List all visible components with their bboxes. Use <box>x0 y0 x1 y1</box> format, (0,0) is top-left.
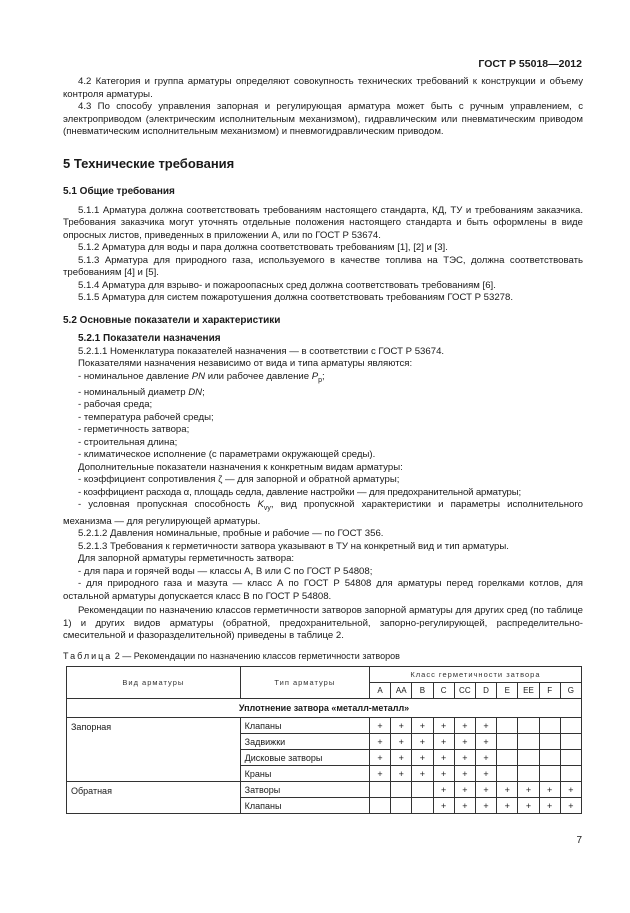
type-cell: Клапаны <box>240 798 369 814</box>
table-row <box>67 718 582 734</box>
pressure-text-mid: или рабочее давление <box>205 370 312 382</box>
mark-cell <box>369 798 390 814</box>
mark-cell: + <box>518 798 539 814</box>
list-item: - герметичность затвора; <box>78 424 190 436</box>
paragraph-5-2-1-1: 5.2.1.1 Номенклатура показателей назначения — в соответствии с ГОСТ Р 53674. <box>78 345 445 357</box>
mark-cell: + <box>497 782 518 798</box>
list-item: - для природного газа и мазута — класс А по ГОСТ Р 54808 для арматуры перед горелками котлов, для остальной арматуры допускается класс В по ГОСТ Р 54808. <box>63 578 583 602</box>
page-number: 7 <box>576 835 582 846</box>
type-cell: Затворы <box>240 782 369 798</box>
type-cell: Клапаны <box>240 718 369 734</box>
mark-cell <box>560 750 581 766</box>
list-item: - для пара и горячей воды — классы А, В или С по ГОСТ Р 54808; <box>78 565 373 577</box>
mark-cell <box>391 798 412 814</box>
table-caption-text: 2 — Рекомендации по назначению классов герметичности затворов <box>112 650 400 661</box>
mark-cell <box>560 718 581 734</box>
mark-cell: + <box>412 766 433 782</box>
mark-cell <box>497 766 518 782</box>
mark-cell: + <box>560 782 581 798</box>
paragraph-5-1-3: 5.1.3 Арматура для природного газа, используемого в качестве топлива на ТЭС, должна соответствовать требованиям [4] и [5]. <box>63 254 583 278</box>
mark-cell: + <box>475 798 496 814</box>
paragraph-5-1-1: 5.1.1 Арматура должна соответствовать требованиям настоящего стандарта, КД, ТУ и требованиям заказчика. Требования заказчика могут уточнять отдельные положения настоящего стандарта и быть оформлены в виде опросных листов, приведенных в приложении А, или по ГОСТ Р 53674. <box>63 204 583 241</box>
mark-cell: + <box>433 798 454 814</box>
paragraph-4-3: 4.3 По способу управления запорная и регулирующая арматура может быть с ручным управлением, с электроприводом (электрическим исполнительным механизмом), гидравлическим или пневматическим приводом (пневматическим исполнительным механизмом) и пневмогидравлическим приводом. <box>63 101 583 137</box>
pn-symbol: PN <box>191 370 206 382</box>
mark-cell: + <box>475 750 496 766</box>
mark-cell <box>539 718 560 734</box>
mark-cell: + <box>454 734 475 750</box>
mark-cell: + <box>391 734 412 750</box>
mark-cell: + <box>518 782 539 798</box>
mark-cell: + <box>475 734 496 750</box>
table-caption-label: Таблица <box>63 650 113 661</box>
kind-cell: Запорная <box>67 718 241 782</box>
paragraph-5-2-1-2: 5.2.1.2 Давления номинальные, пробные и рабочие — по ГОСТ 356. <box>78 528 384 540</box>
paragraph-extra-intro: Дополнительные показатели назначения к конкретным видам арматуры: <box>78 461 403 473</box>
paragraph-recommendations: Рекомендации по назначению классов герметичности затворов запорной арматуры для других сред (по таблице 1) и других видов арматуры (обратной, предохранительной, запорно-регулирующей, распределительно-смесительной и фазоразделительной) приведены в таблице 2. <box>63 605 583 642</box>
mark-cell: + <box>454 798 475 814</box>
mark-cell: + <box>391 766 412 782</box>
diameter-text: - номинальный диаметр <box>78 386 189 398</box>
mark-cell: + <box>433 782 454 798</box>
mark-cell: + <box>454 766 475 782</box>
mark-cell: + <box>369 718 390 734</box>
mark-cell: + <box>391 718 412 734</box>
pressure-text: - номинальное давление <box>78 370 192 382</box>
col-header-classes: Класс герметичности затвора <box>369 667 581 683</box>
mark-cell <box>518 718 539 734</box>
mark-cell <box>391 782 412 798</box>
class-header-cell: EE <box>518 683 539 699</box>
tightness-class-table <box>66 666 582 814</box>
mark-cell: + <box>475 718 496 734</box>
mark-cell: + <box>412 718 433 734</box>
mark-cell <box>497 750 518 766</box>
type-cell: Дисковые затворы <box>240 750 369 766</box>
list-item: - коэффициент сопротивления ζ — для запорной и обратной арматуры; <box>78 474 400 486</box>
mark-cell: + <box>412 734 433 750</box>
paragraph-4-2: 4.2 Категория и группа арматуры определяют совокупность технических требований к конструкции и объему контроля арматуры. <box>63 76 583 100</box>
mark-cell <box>497 718 518 734</box>
class-header-cell: B <box>412 683 433 699</box>
list-item-diameter <box>63 387 583 400</box>
pp-symbol: P <box>311 370 319 382</box>
mark-cell: + <box>475 782 496 798</box>
mark-cell <box>412 798 433 814</box>
mark-cell: + <box>454 782 475 798</box>
mark-cell: + <box>369 766 390 782</box>
paragraph-shutoff-intro: Для запорной арматуры герметичность затвора: <box>78 553 295 565</box>
mark-cell: + <box>560 798 581 814</box>
section-5-2-1-title: 5.2.1 Показатели назначения <box>78 333 221 344</box>
col-header-type: Тип арматуры <box>240 667 369 699</box>
col-header-kind: Вид арматуры <box>67 667 241 699</box>
class-header-cell: CC <box>454 683 475 699</box>
paragraph-5-1-4: 5.1.4 Арматура для взрыво- и пожароопасных сред должна соответствовать требованиям [6]. <box>78 279 496 291</box>
class-header-cell: E <box>497 683 518 699</box>
mark-cell <box>518 766 539 782</box>
section-5-1-title: 5.1 Общие требования <box>63 186 175 197</box>
mark-cell: + <box>369 734 390 750</box>
mark-cell <box>518 750 539 766</box>
mark-cell: + <box>369 750 390 766</box>
class-header-cell: F <box>539 683 560 699</box>
mark-cell: + <box>412 750 433 766</box>
mark-cell <box>539 750 560 766</box>
table-section-title: Уплотнение затвора «металл-металл» <box>67 699 582 718</box>
class-header-cell: C <box>433 683 454 699</box>
mark-cell <box>412 782 433 798</box>
paragraph-indicators-intro: Показателями назначения независимо от вида и типа арматуры являются: <box>78 358 413 369</box>
paragraph-5-2-1-3: 5.2.1.3 Требования к герметичности затвора указывают в ТУ на конкретный вид и тип арматуры. <box>78 540 509 552</box>
list-item-pressure <box>63 371 583 387</box>
pressure-text-end: ; <box>322 370 325 382</box>
mark-cell: + <box>433 766 454 782</box>
mark-cell <box>560 734 581 750</box>
mark-cell <box>539 766 560 782</box>
dn-symbol: DN <box>188 386 203 398</box>
mark-cell: + <box>497 798 518 814</box>
mark-cell: + <box>454 750 475 766</box>
section-5-2-title: 5.2 Основные показатели и характеристики <box>63 314 281 326</box>
class-header-cell: D <box>475 683 496 699</box>
type-cell: Краны <box>240 766 369 782</box>
mark-cell: + <box>539 782 560 798</box>
pp-subscript: р <box>318 376 323 384</box>
list-item: - температура рабочей среды; <box>78 411 214 423</box>
mark-cell <box>539 734 560 750</box>
mark-cell <box>518 734 539 750</box>
table-section-row <box>67 699 582 718</box>
list-item-kv <box>63 499 583 528</box>
mark-cell <box>369 782 390 798</box>
table-caption <box>63 650 583 663</box>
class-header-cell: AA <box>391 683 412 699</box>
table-header-row <box>67 667 582 683</box>
kv-symbol: K <box>257 499 264 511</box>
mark-cell: + <box>454 718 475 734</box>
kv-text-end: , вид пропускной характеристики и параметры исполнительного механизма — для регулирующей арматуры. <box>63 499 583 527</box>
kv-text: - условная пропускная способность <box>78 499 258 511</box>
type-cell: Задвижки <box>240 734 369 750</box>
section-5-title: 5 Технические требования <box>63 155 235 171</box>
mark-cell: + <box>475 766 496 782</box>
kv-subscript: vy <box>263 505 271 513</box>
mark-cell: + <box>433 750 454 766</box>
paragraph-5-1-2: 5.1.2 Арматура для воды и пара должна соответствовать требованиям [1], [2] и [3]. <box>78 242 448 253</box>
mark-cell: + <box>433 734 454 750</box>
list-item: - климатическое исполнение (с параметрами окружающей среды). <box>78 449 376 461</box>
class-header-cell: A <box>369 683 390 699</box>
class-header-cell: G <box>560 683 581 699</box>
list-item: - рабочая среда; <box>78 399 153 411</box>
kind-cell: Обратная <box>67 782 241 814</box>
document-body <box>63 76 583 814</box>
mark-cell: + <box>433 718 454 734</box>
mark-cell <box>560 766 581 782</box>
list-item: - коэффициент расхода α, площадь седла, давление настройки — для предохранительной арматуры; <box>78 486 521 498</box>
mark-cell: + <box>539 798 560 814</box>
document-header: ГОСТ Р 55018—2012 <box>478 58 582 70</box>
list-item: - строительная длина; <box>78 436 178 448</box>
diameter-text-end: ; <box>202 386 205 398</box>
table-row <box>67 782 582 798</box>
mark-cell <box>497 734 518 750</box>
mark-cell: + <box>391 750 412 766</box>
paragraph-5-1-5: 5.1.5 Арматура для систем пожаротушения должна соответствовать требованиям ГОСТ Р 53278. <box>78 292 514 303</box>
